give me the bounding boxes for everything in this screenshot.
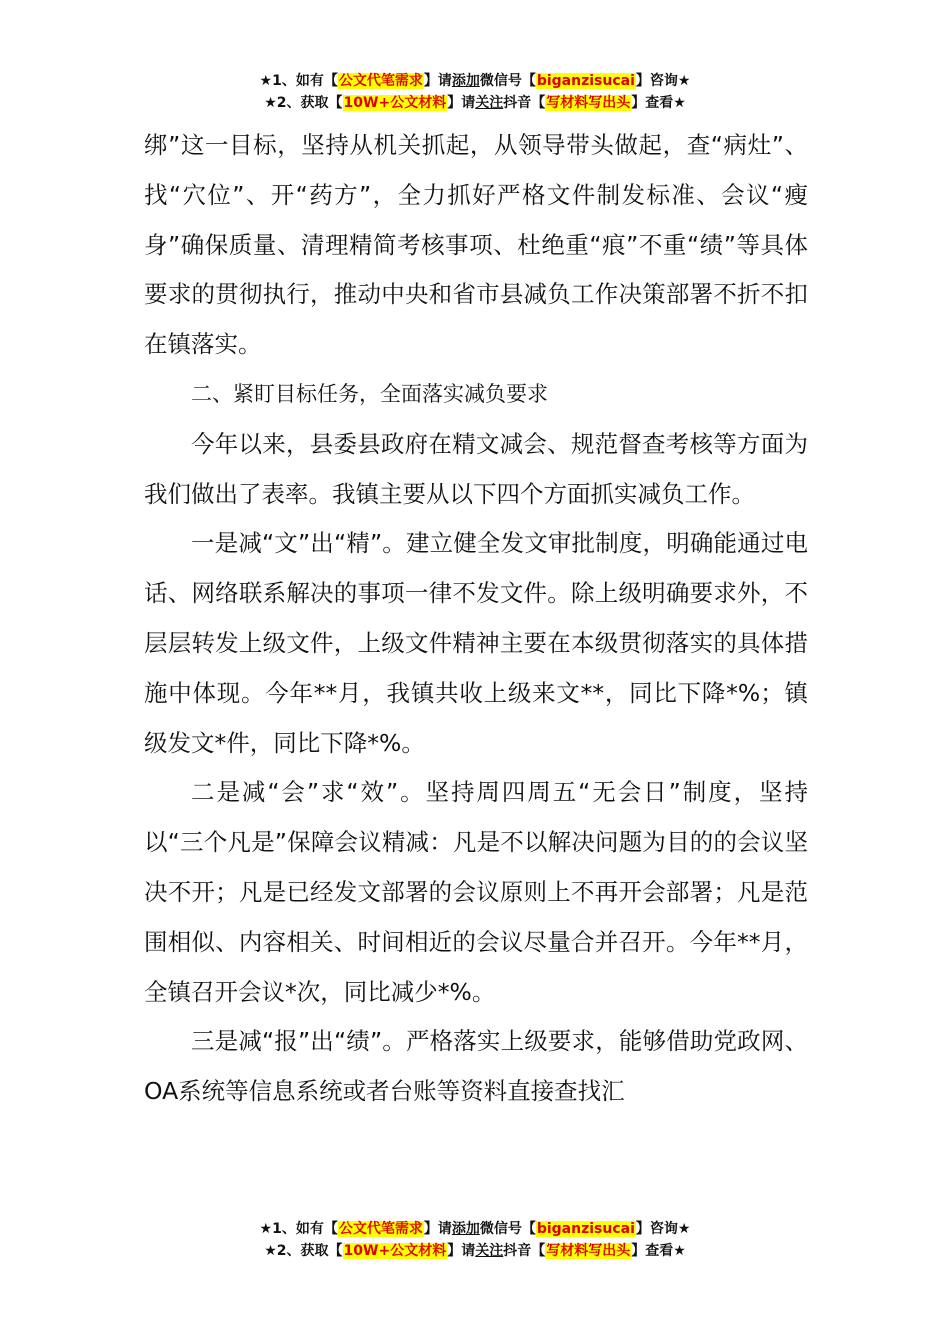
- banner-text: 】查看: [631, 95, 674, 111]
- banner-text: 2、获取【: [276, 95, 343, 111]
- star-icon: ★: [264, 95, 277, 111]
- highlight-materials: 10W+公文材料: [343, 1243, 447, 1259]
- banner-line-2: [0, 92, 950, 114]
- highlight-service: 公文代笔需求: [338, 1221, 423, 1237]
- banner-text: 1、如有【: [272, 1221, 338, 1237]
- footer-banner: [0, 1218, 950, 1262]
- highlight-materials: 10W+公文材料: [343, 95, 447, 111]
- paragraph: 今年以来，县委县政府在精文减会、规范督查考核等方面为我们做出了表率。我镇主要从以下四个方面抓实减负工作。: [144, 429, 808, 508]
- banner-text: 】查看: [631, 1243, 674, 1259]
- banner-text: 】咨询: [635, 1221, 678, 1237]
- banner-emphasis: 添加: [451, 73, 480, 89]
- star-icon: ★: [673, 95, 686, 111]
- paragraph: 绑”这一目标，坚持从机关抓起，从领导带头做起，查“病灶”、找“穴位”、开“药方”，全力抓好严格文件制发标准、会议“瘦身”确保质量、清理精简考核事项、杜绝重“痕”不重“绩”等具体要求的贯彻执行，推动中央和省市县减负工作决策部署不折不扣在镇落实。: [144, 131, 808, 359]
- banner-text: 1、如有【: [272, 73, 338, 89]
- highlight-douyin: 写材料写出头: [546, 95, 631, 111]
- banner-text: 抖音【: [503, 1243, 546, 1259]
- star-icon: ★: [264, 1243, 277, 1259]
- banner-emphasis: 关注: [475, 1243, 504, 1259]
- banner-text: 】请: [447, 1243, 476, 1259]
- section-heading: 二、紧盯目标任务，全面落实减负要求: [191, 381, 548, 406]
- star-icon: ★: [259, 73, 273, 89]
- paragraph: 三是减“报”出“绩”。严格落实上级要求，能够借助党政网、OA系统等信息系统或者台账等资料直接查找汇: [144, 1027, 808, 1106]
- highlight-douyin: 写材料写出头: [546, 1243, 631, 1259]
- paragraph: 二是减“会”求“效”。坚持周四周五“无会日”制度，坚持以“三个凡是”保障会议精减：凡是不以解决问题为目的的会议坚决不开；凡是已经发文部署的会议原则上不再开会部署；凡是范围相似、内容相关、时间相近的会议尽量合并召开。今年**月，全镇召开会议*次，同比减少*%。: [144, 778, 808, 1006]
- banner-line-2: [0, 1240, 950, 1262]
- banner-text: 抖音【: [503, 95, 546, 111]
- banner-text: 】请: [447, 95, 476, 111]
- star-icon: ★: [259, 1221, 273, 1237]
- star-icon: ★: [673, 1243, 686, 1259]
- highlight-wechat-id: biganzisucai: [536, 73, 635, 89]
- document-body: [144, 121, 808, 1117]
- banner-text: 2、获取【: [276, 1243, 343, 1259]
- banner-emphasis: 关注: [475, 95, 504, 111]
- banner-text: 微信号【: [479, 1221, 536, 1237]
- highlight-service: 公文代笔需求: [338, 73, 423, 89]
- banner-line-1: [0, 70, 950, 92]
- highlight-wechat-id: biganzisucai: [536, 1221, 635, 1237]
- banner-text: 】请: [423, 1221, 452, 1237]
- banner-text: 微信号【: [479, 73, 536, 89]
- banner-text: 】咨询: [635, 73, 678, 89]
- star-icon: ★: [677, 73, 691, 89]
- star-icon: ★: [677, 1221, 691, 1237]
- banner-line-1: [0, 1218, 950, 1240]
- banner-emphasis: 添加: [451, 1221, 480, 1237]
- header-banner: [0, 70, 950, 114]
- banner-text: 】请: [423, 73, 452, 89]
- paragraph: 一是减“文”出“精”。建立健全发文审批制度，明确能通过电话、网络联系解决的事项一律不发文件。除上级明确要求外，不层层转发上级文件，上级文件精神主要在本级贯彻落实的具体措施中体现。今年**月，我镇共收上级来文**，同比下降*%；镇级发文*件，同比下降*%。: [144, 529, 808, 757]
